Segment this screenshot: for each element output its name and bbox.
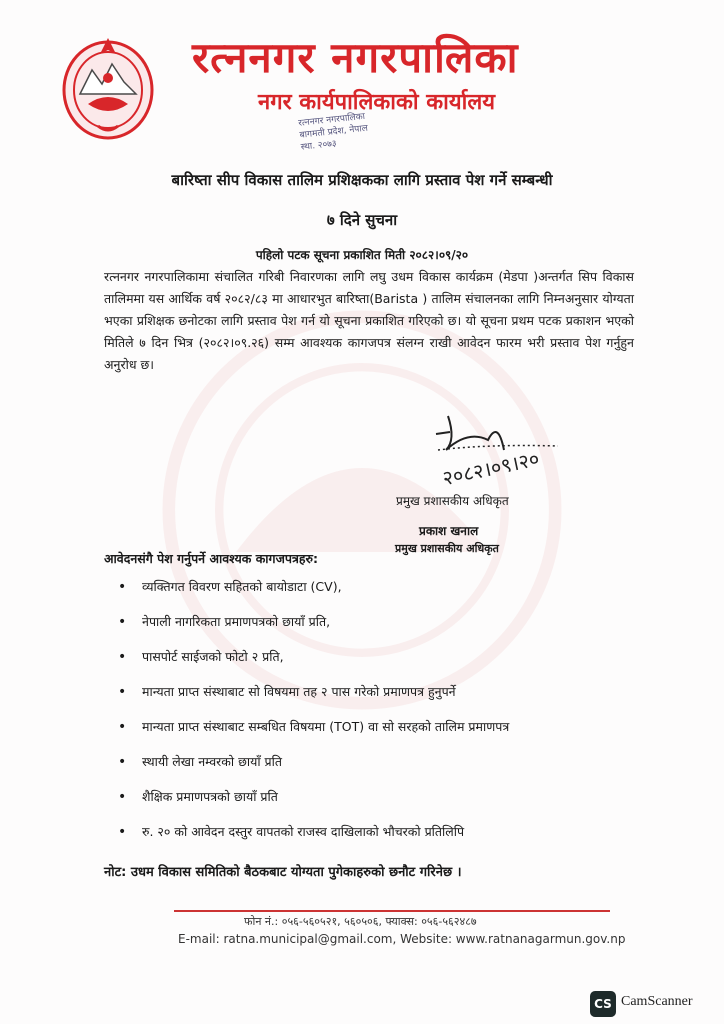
bullet-icon: • <box>118 649 127 665</box>
list-item <box>118 749 638 784</box>
camscanner-logo-icon: CS <box>590 991 616 1017</box>
bullet-icon: • <box>118 719 127 735</box>
list-item <box>118 609 638 644</box>
bullet-icon: • <box>118 824 127 840</box>
requirement-text: पासपोर्ट साईजको फोटो २ प्रति, <box>142 649 284 664</box>
bullet-icon: • <box>118 614 127 630</box>
requirement-text: स्थायी लेखा नम्वरको छायाँ प्रति <box>142 754 283 769</box>
bullet-icon: • <box>118 754 127 770</box>
nepal-emblem-icon <box>58 30 158 142</box>
signature <box>428 410 578 490</box>
requirement-text: व्यक्तिगत विवरण सहितको बायोडाटा (CV), <box>142 579 342 594</box>
signer-name: प्रकाश खनाल <box>419 524 479 538</box>
list-item <box>118 714 638 749</box>
list-item <box>118 574 638 609</box>
list-item <box>118 819 638 854</box>
requirement-text: रु. २० को आवेदन दस्तुर वापतको राजस्व दाखिलाको भौचरको प्रतिलिपि <box>142 824 465 839</box>
signer-title-stamp: प्रमुख प्रशासकीय अधिकृत <box>395 542 499 555</box>
office-stamp <box>298 106 412 165</box>
municipality-name: रत्ननगर नगरपालिका <box>192 33 519 82</box>
bullet-icon: • <box>118 579 127 595</box>
requirement-text: मान्यता प्राप्त संस्थाबाट सो विषयमा तह २ पास गरेको प्रमाणपत्र हुनुपर्ने <box>142 684 456 699</box>
footer-divider <box>174 910 610 912</box>
notice-subject: बारिष्ता सीप विकास तालिम प्रशिक्षकका लागि प्रस्ताव पेश गर्ने सम्बन्धी <box>171 171 553 189</box>
requirements-list <box>118 574 638 854</box>
requirements-heading: आवेदनसंगै पेश गर्नुपर्ने आवश्यक कागजपत्रहरु: <box>104 551 318 566</box>
requirement-text: शैक्षिक प्रमाणपत्रको छायाँ प्रति <box>142 789 278 804</box>
requirement-text: मान्यता प्राप्त संस्थाबाट सम्बधित विषयमा (TOT) वा सो सरहको तालिम प्रमाणपत्र <box>142 719 510 734</box>
notice-title: ७ दिने सुचना <box>326 211 398 229</box>
list-item <box>118 679 638 714</box>
stamp-line: स्था. २०७३ <box>300 138 338 153</box>
stamp-line: रत्ननगर नगरपालिका <box>297 111 366 129</box>
notice-body: रत्ननगर नगरपालिकामा संचालित गरिबी निवारणका लागि लघु उधम विकास कार्यक्रम (मेडपा )अन्तर्गत सिप विकास तालिममा यस आर्थिक वर्ष २०८२/८३ मा आधारभुत बारिष्ता(Barista ) तालिम संचालनका लागि निम्नअनुसार योग्यता भएका प्रशिक्षक छनोटका लागि प्रस्ताव पेश गर्न यो सूचना प्रकाशित गरिएको छ। यो सूचना प्रथम पटक प्रकाशन भएको मितिले ७ दिन भित्र (२०८२।०९.२६) सम्म आवश्यक कागजपत्र संलग्न राखी आवेदन फारम भरी प्रस्ताव पेश गर्नुहुन अनुरोध छ। <box>104 269 634 372</box>
list-item <box>118 784 638 819</box>
bullet-icon: • <box>118 684 127 700</box>
office-name: नगर कार्यपालिकाको कार्यालय <box>258 90 495 115</box>
camscanner-brand: CamScanner <box>621 994 693 1009</box>
footer-phone: फोन नं.: ०५६-५६०५२१, ५६०५०६, फ्याक्स: ०५६-५६२४८७ <box>244 915 477 928</box>
publication-date: पहिलो पटक सूचना प्रकाशित मिती २०८२।०९/२० <box>255 248 469 262</box>
requirement-text: नेपाली नागरिकता प्रमाणपत्रको छायाँ प्रति, <box>142 614 331 629</box>
signer-title: प्रमुख प्रशासकीय अधिकृत <box>396 494 509 508</box>
stamp-line: बागमती प्रदेश, नेपाल <box>299 123 369 141</box>
list-item <box>118 644 638 679</box>
footer-email: E-mail: ratna.municipal@gmail.com, Website: www.ratnanagarmun.gov.np <box>178 932 626 946</box>
bullet-icon: • <box>118 789 127 805</box>
selection-note: नोट: उधम विकास समितिको बैठकबाट योग्यता पुगेकाहरुको छनौट गरिनेछ । <box>104 865 462 880</box>
signature-date: २०८२।०९।२० <box>440 446 542 490</box>
